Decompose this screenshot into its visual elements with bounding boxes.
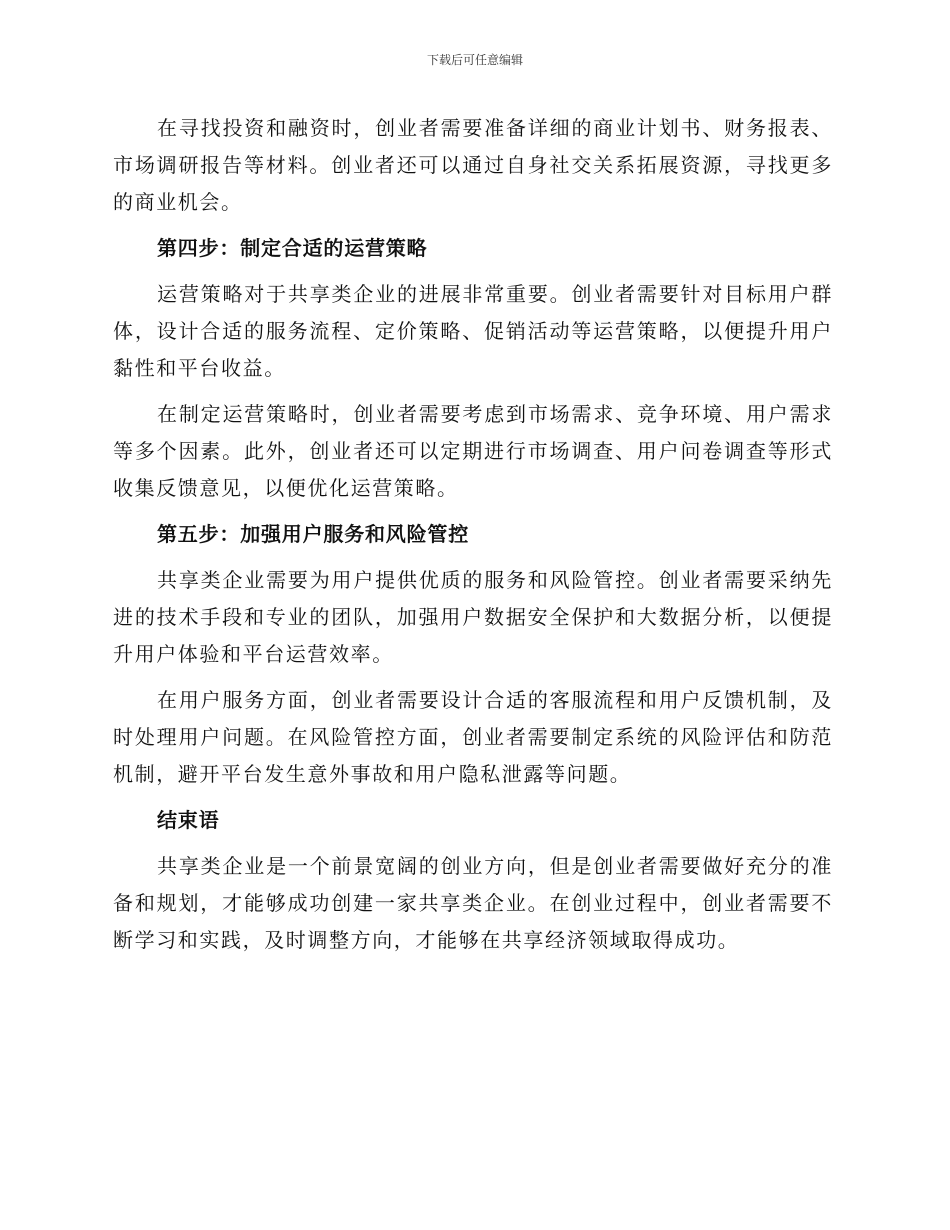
page-header: 下载后可任意编辑 bbox=[426, 53, 523, 67]
heading-step-four: 第四步：制定合适的运营策略 bbox=[157, 236, 428, 260]
paragraph-service-details: 在用户服务方面，创业者需要设计合适的客服流程和用户反馈机制，及时处理用户问题。在风险管控方面，创业者需要制定系统的风险评估和防范机制，避开平台发生意外事故和用户隐私泄露等问题。 bbox=[113, 688, 833, 786]
paragraph-service-risk: 共享类企业需要为用户提供优质的服务和风险管控。创业者需要采纳先进的技术手段和专业的团队，加强用户数据安全保护和大数据分析，以便提升用户体验和平台运营效率。 bbox=[113, 568, 833, 666]
paragraph-operations-strategy: 运营策略对于共享类企业的进展非常重要。创业者需要针对目标用户群体，设计合适的服务流程、定价策略、促销活动等运营策略，以便提升用户黏性和平台收益。 bbox=[113, 282, 833, 380]
heading-step-five: 第五步：加强用户服务和风险管控 bbox=[157, 522, 469, 546]
paragraph-investment: 在寻找投资和融资时，创业者需要准备详细的商业计划书、财务报表、市场调研报告等材料。创业者还可以通过自身社交关系拓展资源，寻找更多的商业机会。 bbox=[113, 116, 833, 214]
paragraph-strategy-factors: 在制定运营策略时，创业者需要考虑到市场需求、竞争环境、用户需求等多个因素。此外，创业者还可以定期进行市场调查、用户问卷调查等形式收集反馈意见，以便优化运营策略。 bbox=[113, 402, 833, 500]
document-body bbox=[113, 110, 833, 968]
paragraph-conclusion: 共享类企业是一个前景宽阔的创业方向，但是创业者需要做好充分的准备和规划，才能够成功创建一家共享类企业。在创业过程中，创业者需要不断学习和实践，及时调整方向，才能够在共享经济领域取得成功。 bbox=[113, 854, 833, 952]
heading-conclusion: 结束语 bbox=[157, 808, 220, 832]
